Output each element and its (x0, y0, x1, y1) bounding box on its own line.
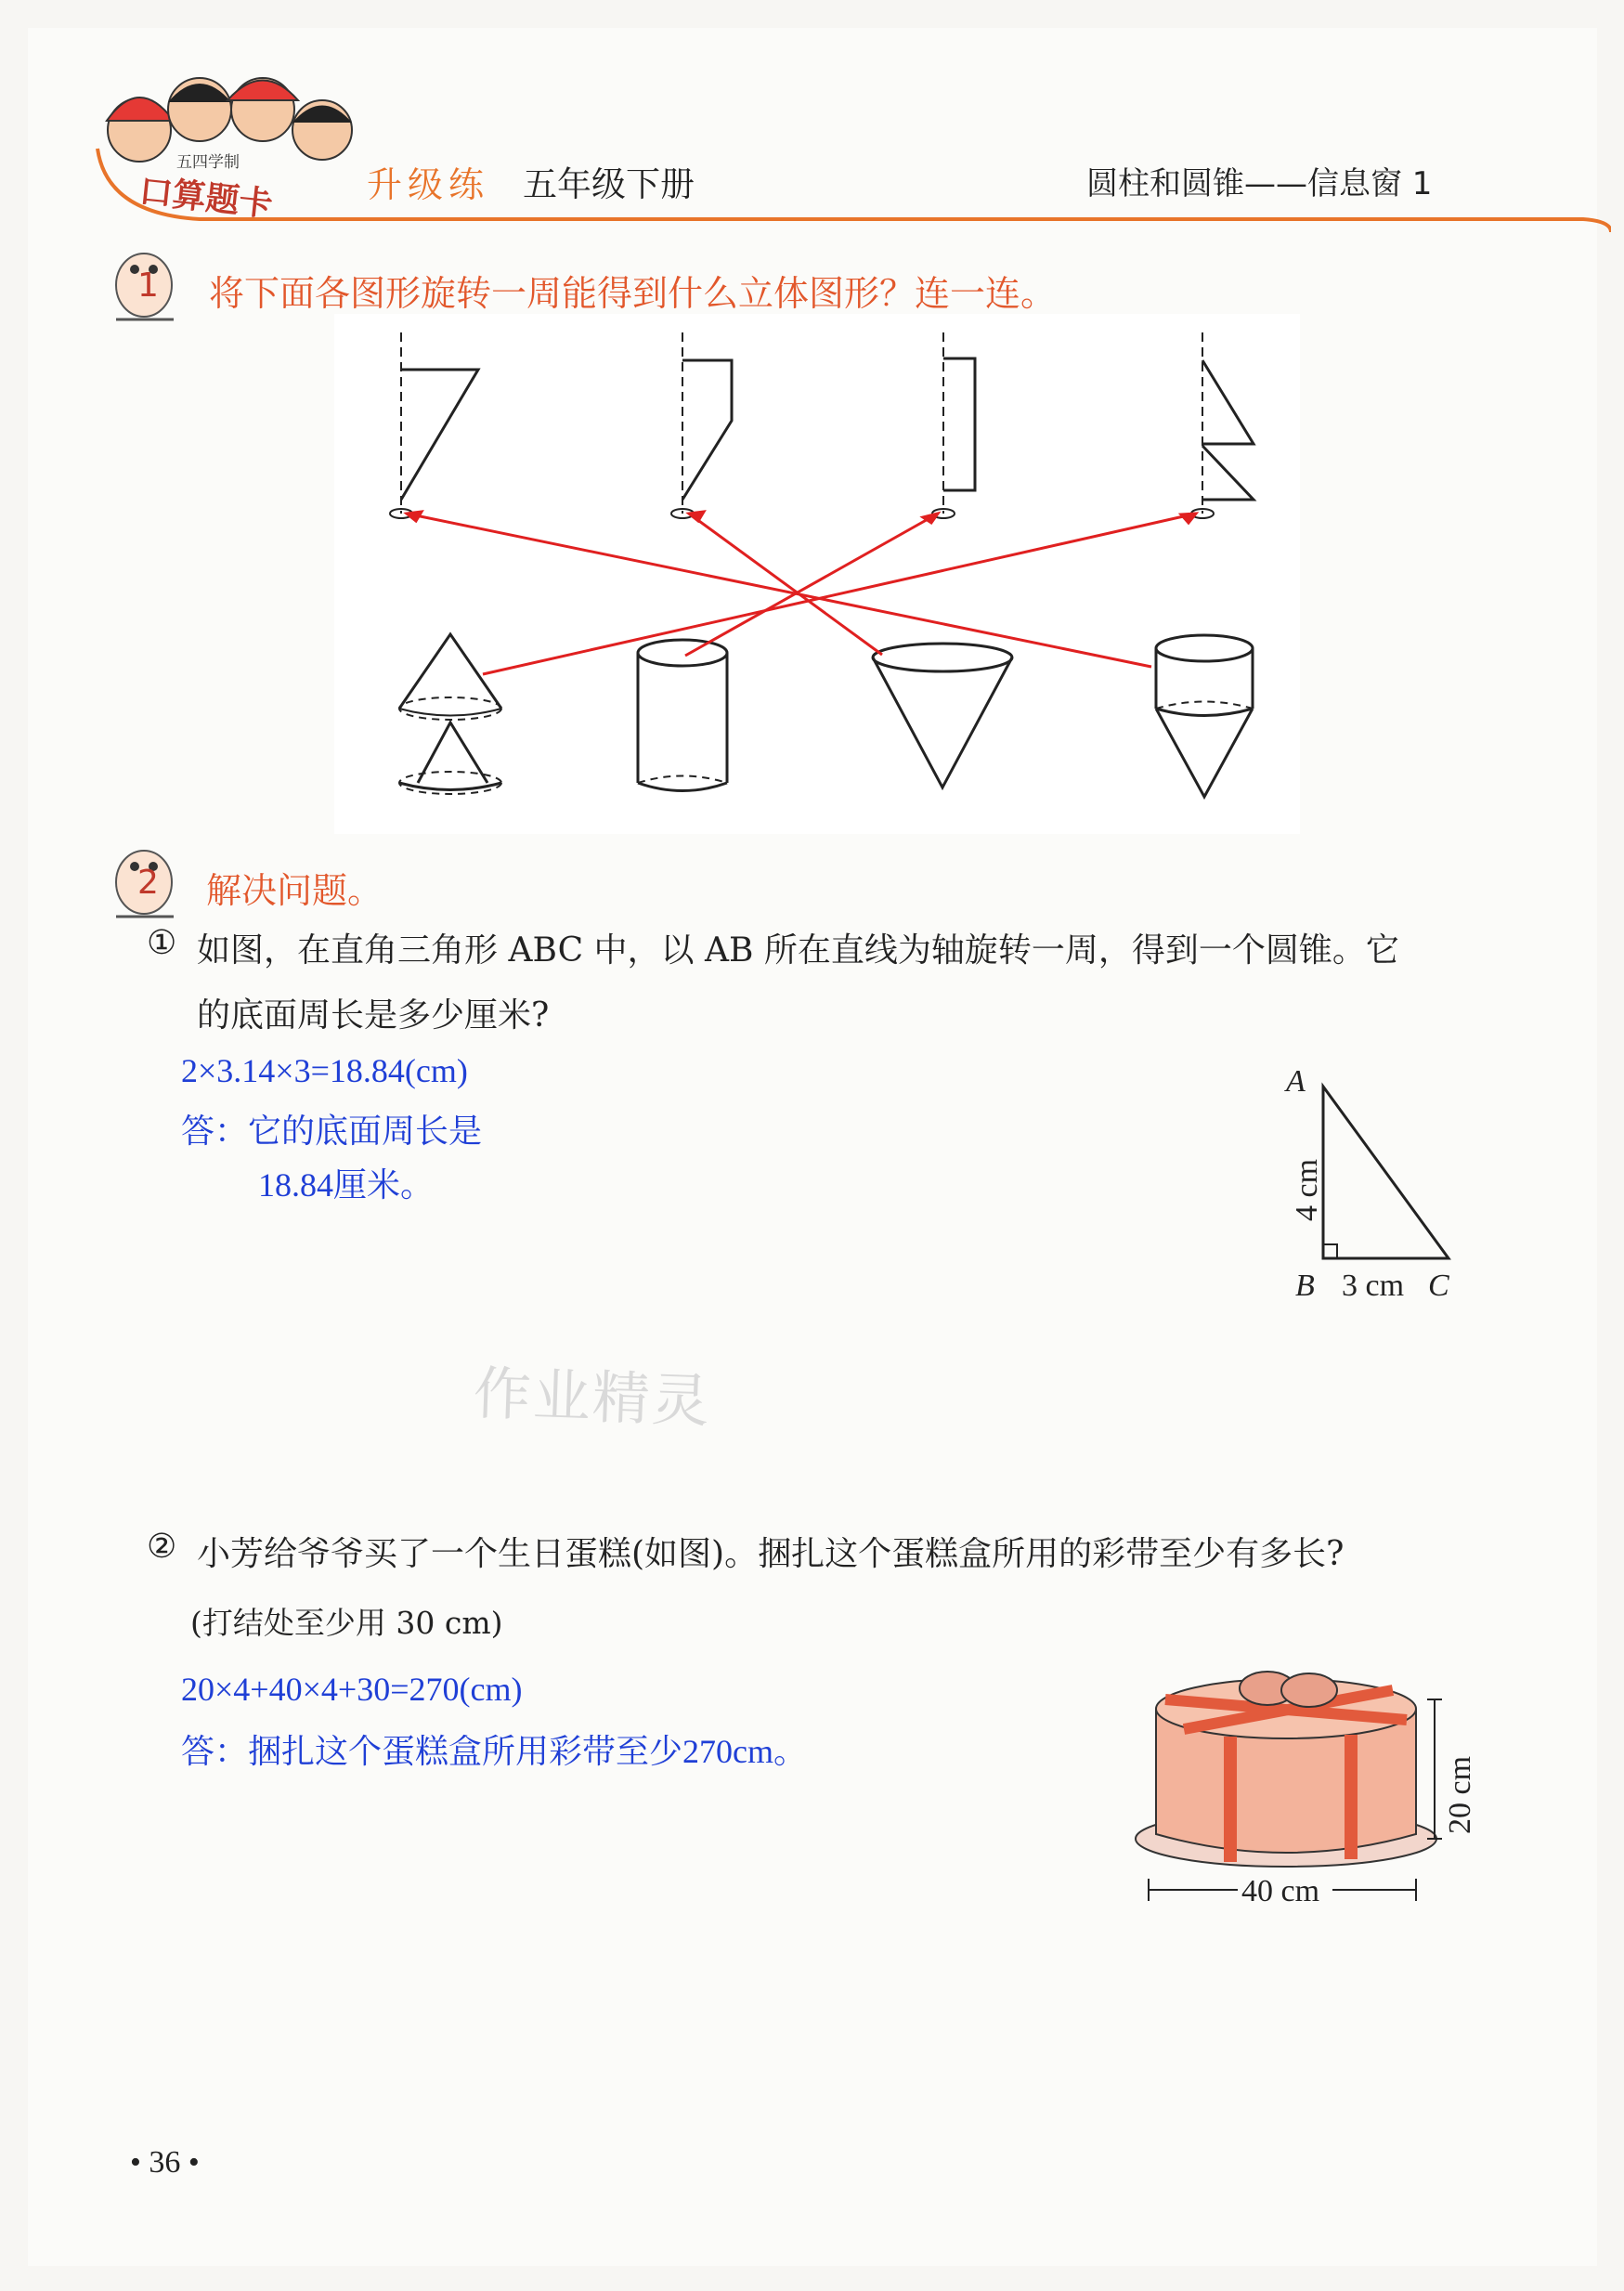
series-label: 升级练 (367, 164, 490, 205)
q1-marker: ① (147, 924, 177, 962)
section2-number: 2 (137, 864, 159, 902)
header-logo-graphic (88, 56, 1611, 241)
vertex-c-label: C (1428, 1269, 1449, 1303)
topic-label: 圆柱和圆锥——信息窗 1 (1086, 165, 1433, 202)
vertex-a-label: A (1286, 1064, 1306, 1099)
q2-answer-line: 答：捆扎这个蛋糕盒所用彩带至少270cm。 (181, 1733, 807, 1770)
triangle-abc-figure (1272, 1059, 1476, 1309)
logo-subtitle: 五四学制 (176, 153, 240, 172)
side-ab-label: 4 cm (1290, 1158, 1324, 1221)
q2-text-line1: 小芳给爷爷买了一个生日蛋糕(如图)。捆扎这个蛋糕盒所用的彩带至少有多长? (197, 1535, 1345, 1573)
q2-marker: ② (147, 1528, 177, 1566)
cake-height-label: 20 cm (1443, 1755, 1477, 1834)
section1-title: 将下面各图形旋转一周能得到什么立体图形？连一连。 (209, 273, 1057, 314)
logo-title: 口算题卡 (136, 172, 275, 225)
q1-answer-line1: 答：它的底面周长是 (181, 1113, 483, 1150)
q1-text-line1: 如图，在直角三角形 ABC 中，以 AB 所在直线为轴旋转一周，得到一个圆锥。它 (197, 931, 1399, 970)
section2-title: 解决问题。 (206, 870, 383, 911)
watermark: 作业精灵 (472, 1359, 713, 1436)
side-bc-label: 3 cm (1342, 1269, 1405, 1303)
cake-diameter-label: 40 cm (1241, 1874, 1320, 1908)
q2-text-line2: (打结处至少用 30 cm) (190, 1605, 503, 1641)
cake-box-figure (1128, 1662, 1481, 1932)
q1-answer-line2: 18.84厘米。 (258, 1166, 435, 1204)
grade-label: 五年级下册 (523, 164, 695, 204)
matching-figure (334, 314, 1300, 834)
q2-answer-calc: 20×4+40×4+30=270(cm) (181, 1671, 523, 1708)
vertex-b-label: B (1295, 1269, 1315, 1303)
q1-text-line2: 的底面周长是多少厘米? (197, 996, 550, 1035)
section1-number: 1 (137, 267, 159, 305)
q1-answer-calc: 2×3.14×3=18.84(cm) (181, 1052, 468, 1089)
page-number: • 36 • (130, 2145, 200, 2180)
